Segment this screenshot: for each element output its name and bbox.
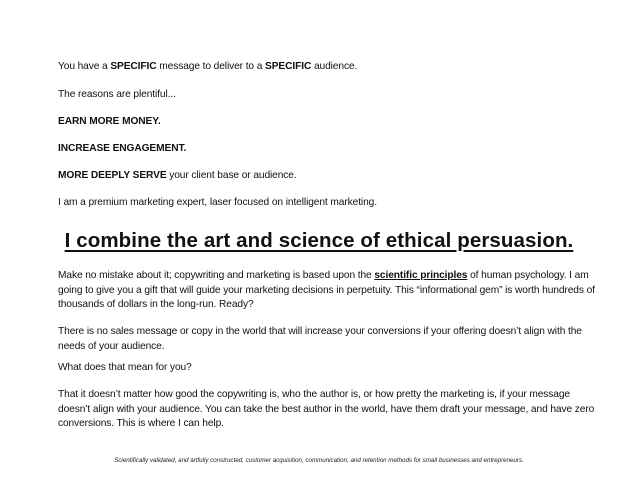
emphasis-specific: SPECIFIC [265, 61, 312, 72]
paragraph-question: What does that mean for you? [58, 362, 192, 373]
specific-message-line [58, 60, 598, 75]
reasons-line: The reasons are plentiful... [58, 89, 176, 100]
emphasis-specific: SPECIFIC [110, 61, 157, 72]
headline: I combine the art and science of ethical persuasion. [64, 229, 574, 252]
paragraph-alignment: There is no sales message or copy in the world that will increase your conversions if your offering doesn’t align with the needs of your audience. [58, 326, 582, 352]
emphasis-serve: MORE DEEPLY SERVE [58, 170, 167, 181]
line-text: You have a [58, 61, 111, 72]
paragraph-text: Make no mistake about it; copywriting and marketing is based upon the [58, 270, 375, 281]
scientific-principles-emphasis: scientific principles [374, 270, 468, 281]
serve-line [58, 169, 598, 184]
paragraph-principles [58, 269, 598, 313]
line-text: your client base or audience. [166, 170, 297, 181]
paragraph-help: That it doesn’t matter how good the copywriting is, who the author is, or how pretty the marketing is, if your message doesn’t align with your audience. You can take the best author in the world, have them draft your message, and have zero conversions. This is where I can help. [58, 389, 595, 429]
footer-tagline: Scientifically validated, and artfully constructed, customer acquisition, communication, and retention methods for small businesses and entrepreneurs. [114, 457, 524, 464]
earn-more-money-line: EARN MORE MONEY. [58, 116, 161, 127]
expert-line: I am a premium marketing expert, laser focused on intelligent marketing. [58, 197, 377, 208]
line-text: message to deliver to a [156, 61, 266, 72]
line-text: audience. [311, 61, 358, 72]
increase-engagement-line: INCREASE ENGAGEMENT. [58, 143, 187, 154]
paragraph-text: of human psychology. I am going to give you a gift that will guide your marketing decisions in perpetuity. This “informational gem” is worth hundreds of thousands of dollars in the long-run. Ready? [58, 270, 595, 310]
